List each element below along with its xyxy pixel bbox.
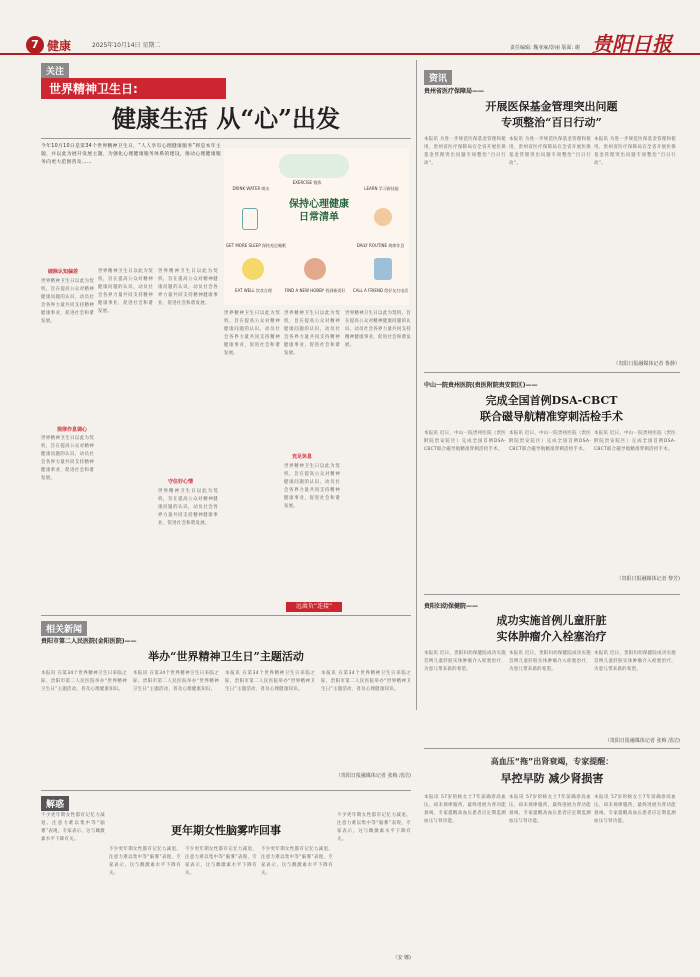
news-kicker: 高血压“拖”出肾衰竭，专家提醒： xyxy=(490,757,614,766)
section-name: 健康 xyxy=(47,39,72,53)
hobby-icon xyxy=(304,258,326,280)
bottom-body: 不少更年期女性都有记忆力减退、注意力难以集中等“脑雾”表现，专家表示，这与雌激素水平下降有关。 xyxy=(109,847,181,876)
news-body: 本报讯 近日，中山一院贵州医院（贵医附院贵安院区）完成全国首例DSA-CBCT联合磁导航精准穿刺活检手术。 xyxy=(594,431,676,452)
main-banner: 世界精神卫生日: xyxy=(41,78,226,99)
related-headline: 举办“世界精神卫生日”主题活动 xyxy=(148,650,304,663)
related-source: 贵阳市第二人民医院(金阳医院)—— xyxy=(41,638,137,645)
divider xyxy=(41,138,411,139)
news-body: 本报讯 近日，中山一院贵州医院（贵医附院贵安院区）完成全国首例DSA-CBCT联合磁导航精准穿刺活检手术。 xyxy=(424,431,506,452)
related-body: 本报讯 在第34个世界精神卫生日来临之际，贵阳市第二人民医院举办“世界精神卫生日”主题活动，普及心理健康知识。 xyxy=(321,671,411,692)
bottom-credit: （安 娜) xyxy=(392,955,411,961)
news-headline: 早控早防 减少肾损害 xyxy=(500,772,604,785)
divider xyxy=(41,790,411,791)
news-body: 本报讯 近日，贵阳妇幼保健院成功实施首例儿童肝脏实体肿瘤介入栓塞治疗，为患儿带来新的希望。 xyxy=(424,651,506,672)
news-source: 贵州省医疗保障局—— xyxy=(424,88,485,95)
related-tag: 相关新闻 xyxy=(41,621,87,636)
phone-icon xyxy=(374,258,392,280)
news-body: 本报讯 57岁的杨女士7年前确诊高血压，却未规律服药，最终进展为肾功能衰竭。专家提醒高血压患者应定期监测血压与肾功能。 xyxy=(594,795,676,824)
related-body: 本报讯 在第34个世界精神卫生日来临之际，贵阳市第二人民医院举办“世界精神卫生日”主题活动，普及心理健康知识。 xyxy=(225,671,315,692)
divider xyxy=(424,594,680,595)
news-headline: 实体肿瘤介入栓塞治疗 xyxy=(496,630,607,643)
article-column: 世界精神卫生日以此为契机，旨在提高公众对精神健康问题的认识，动员社会各界力量共同支持精神健康事业，促进社会和谐发展。 xyxy=(345,311,411,348)
column-divider xyxy=(416,60,417,710)
news-headline: 联合磁导航精准穿刺活检手术 xyxy=(480,410,623,423)
related-body: 本报讯 在第34个世界精神卫生日来临之际，贵阳市第二人民医院举办“世界精神卫生日”主题活动，普及心理健康知识。 xyxy=(133,671,219,692)
news-body: 本报讯 近日，贵阳妇幼保健院成功实施首例儿童肝脏实体肿瘤介入栓塞治疗，为患儿带来新的希望。 xyxy=(594,651,676,672)
editor-credits: 责任编辑: 魏亚麻/彭丽 版面: 谢 xyxy=(510,45,580,51)
infographic-item: GET MORE SLEEP 保持充足睡眠 xyxy=(226,243,287,248)
subhead: 破除认知偏差 xyxy=(48,269,79,275)
article-column: 世界精神卫生日以此为契机，旨在提高公众对精神健康问题的认识，动员社会各界力量共同支持精神健康事业，促进社会和谐发展。 xyxy=(98,269,153,314)
infographic xyxy=(224,148,409,305)
subhead: 守住好心情 xyxy=(168,479,194,485)
news-body: 本报讯 近日，中山一院贵州医院（贵医附院贵安院区）完成全国首例DSA-CBCT联合磁导航精准穿刺活检手术。 xyxy=(509,431,591,452)
infographic-item: FIND A NEW HOBBY 找到新爱好 xyxy=(284,288,346,293)
infographic-item: DAILY ROUTINE 规律作息 xyxy=(356,243,405,248)
news-body: 本报讯 近日，贵阳妇幼保健院成功实施首例儿童肝脏实体肿瘤介入栓塞治疗，为患儿带来新的希望。 xyxy=(509,651,591,672)
related-body: 本报讯 在第34个世界精神卫生日来临之际，贵阳市第二人民医院举办“世界精神卫生日”主题活动，普及心理健康知识。 xyxy=(41,671,127,692)
news-body: 本报讯 57岁的杨女士7年前确诊高血压，却未规律服药，最终进展为肾功能衰竭。专家提醒高血压患者应定期监测血压与肾功能。 xyxy=(424,795,506,824)
article-column: 世界精神卫生日以此为契机，旨在提高公众对精神健康问题的认识，动员社会各界力量共同支持精神健康事业，促进社会和谐发展。 xyxy=(41,279,94,324)
bottom-body: 不少更年期女性都有记忆力减退、注意力难以集中等“脑雾”表现，专家表示，这与雌激素水平下降有关。 xyxy=(337,813,411,842)
issue-date: 2025年10月14日 星期二 xyxy=(92,42,161,49)
article-column: 世界精神卫生日以此为契机，旨在提高公众对精神健康问题的认识，动员社会各界力量共同支持精神健康事业，促进社会和谐发展。 xyxy=(41,436,94,481)
bottom-body: 不少更年期女性都有记忆力减退、注意力难以集中等“脑雾”表现，专家表示，这与雌激素水平下降有关。 xyxy=(41,813,105,842)
news-headline: 开展医保基金管理突出问题 xyxy=(485,100,618,113)
infographic-item: DRINK WATER 喝水 xyxy=(232,186,270,191)
article-column: 世界精神卫生日以此为契机，旨在提高公众对精神健康问题的认识，动员社会各界力量共同支持精神健康事业，促进社会和谐发展。 xyxy=(284,311,340,356)
main-tag: 关注 xyxy=(41,63,69,78)
infographic-item: LEARN 学习新技能 xyxy=(364,186,399,191)
subhead: 远离负“连接” xyxy=(286,602,342,612)
subhead: 规律作息调心 xyxy=(57,427,88,433)
clock-icon xyxy=(374,208,392,226)
article-column: 世界精神卫生日以此为契机，旨在提高公众对精神健康问题的认识，动员社会各界力量共同支持精神健康事业，促进社会和谐发展。 xyxy=(224,311,280,356)
article-column: 世界精神卫生日以此为契机，旨在提高公众对精神健康问题的认识，动员社会各界力量共同支持精神健康事业，促进社会和谐发展。 xyxy=(284,464,340,509)
article-column: 世界精神卫生日以此为契机，旨在提高公众对精神健康问题的认识，动员社会各界力量共同支持精神健康事业，促进社会和谐发展。 xyxy=(158,489,218,526)
bottom-tag: 解惑 xyxy=(41,796,69,811)
news-credit: （贵阳日报融媒体记者 张梅 清洁) xyxy=(604,738,680,744)
news-body: 本报讯 为进一步规范医保基金管理和使用，贵州省医疗保障局在全省开展医保基金管理突出问题专项整治“百日行动”。 xyxy=(424,137,506,166)
food-icon xyxy=(242,258,264,280)
news-tag: 资讯 xyxy=(424,70,452,85)
news-body: 本报讯 57岁的杨女士7年前确诊高血压，却未规律服药，最终进展为肾功能衰竭。专家提醒高血压患者应定期监测血压与肾功能。 xyxy=(509,795,591,824)
decoration xyxy=(279,154,349,178)
water-icon xyxy=(242,208,258,230)
infographic-item: EAT WELL 饮食合理 xyxy=(235,288,272,293)
news-headline: 完成全国首例DSA-CBCT xyxy=(485,394,618,407)
news-body: 本报讯 为进一步规范医保基金管理和使用，贵州省医疗保障局在全省开展医保基金管理突出问题专项整治“百日行动”。 xyxy=(594,137,676,166)
news-headline: 专项整治“百日行动” xyxy=(501,116,602,129)
newspaper-logo: 贵阳日报 xyxy=(592,32,672,56)
divider xyxy=(424,372,680,373)
related-credit: （贵阳日报融媒体记者 张梅 清洁) xyxy=(335,773,411,779)
main-intro: 今年10月10日是第34个世界精神卫生日，“人人享有心理健康服务”将是本年主题，并以此为展开发展主题，为强化心理健康服务体系的建设，推动心理健康服务向更大范围普及…… xyxy=(41,144,221,165)
news-source: 中山一院贵州医院(贵医附院贵安院区)—— xyxy=(424,382,538,389)
divider xyxy=(41,615,411,616)
news-source: 贵阳妇幼保健院—— xyxy=(424,603,479,610)
bottom-body: 不少更年期女性都有记忆力减退、注意力难以集中等“脑雾”表现，专家表示，这与雌激素水平下降有关。 xyxy=(185,847,257,876)
subhead: 充足休息 xyxy=(292,454,313,460)
bottom-headline: 更年期女性脑雾咋回事 xyxy=(171,824,281,837)
infographic-item: CALL A FRIEND 给好友打电话 xyxy=(352,288,409,293)
news-headline: 成功实施首例儿童肝脏 xyxy=(496,614,607,627)
infographic-title: 保持心理健康 日常清单 xyxy=(289,199,349,223)
news-credit: （贵阳日报融媒体记者 鲁静） xyxy=(613,361,680,367)
divider xyxy=(424,748,680,749)
bottom-body: 不少更年期女性都有记忆力减退、注意力难以集中等“脑雾”表现，专家表示，这与雌激素水平下降有关。 xyxy=(261,847,333,876)
news-credit: （贵阳日报融媒体记者 黎芳) xyxy=(616,576,680,582)
infographic-item: EXERCISE 锻炼 xyxy=(292,180,322,185)
page-number: 7 xyxy=(26,36,44,54)
main-headline: 健康生活 从“心”出发 xyxy=(112,104,340,133)
news-body: 本报讯 为进一步规范医保基金管理和使用，贵州省医疗保障局在全省开展医保基金管理突出问题专项整治“百日行动”。 xyxy=(509,137,591,166)
article-column: 世界精神卫生日以此为契机，旨在提高公众对精神健康问题的认识，动员社会各界力量共同支持精神健康事业，促进社会和谐发展。 xyxy=(158,269,218,306)
